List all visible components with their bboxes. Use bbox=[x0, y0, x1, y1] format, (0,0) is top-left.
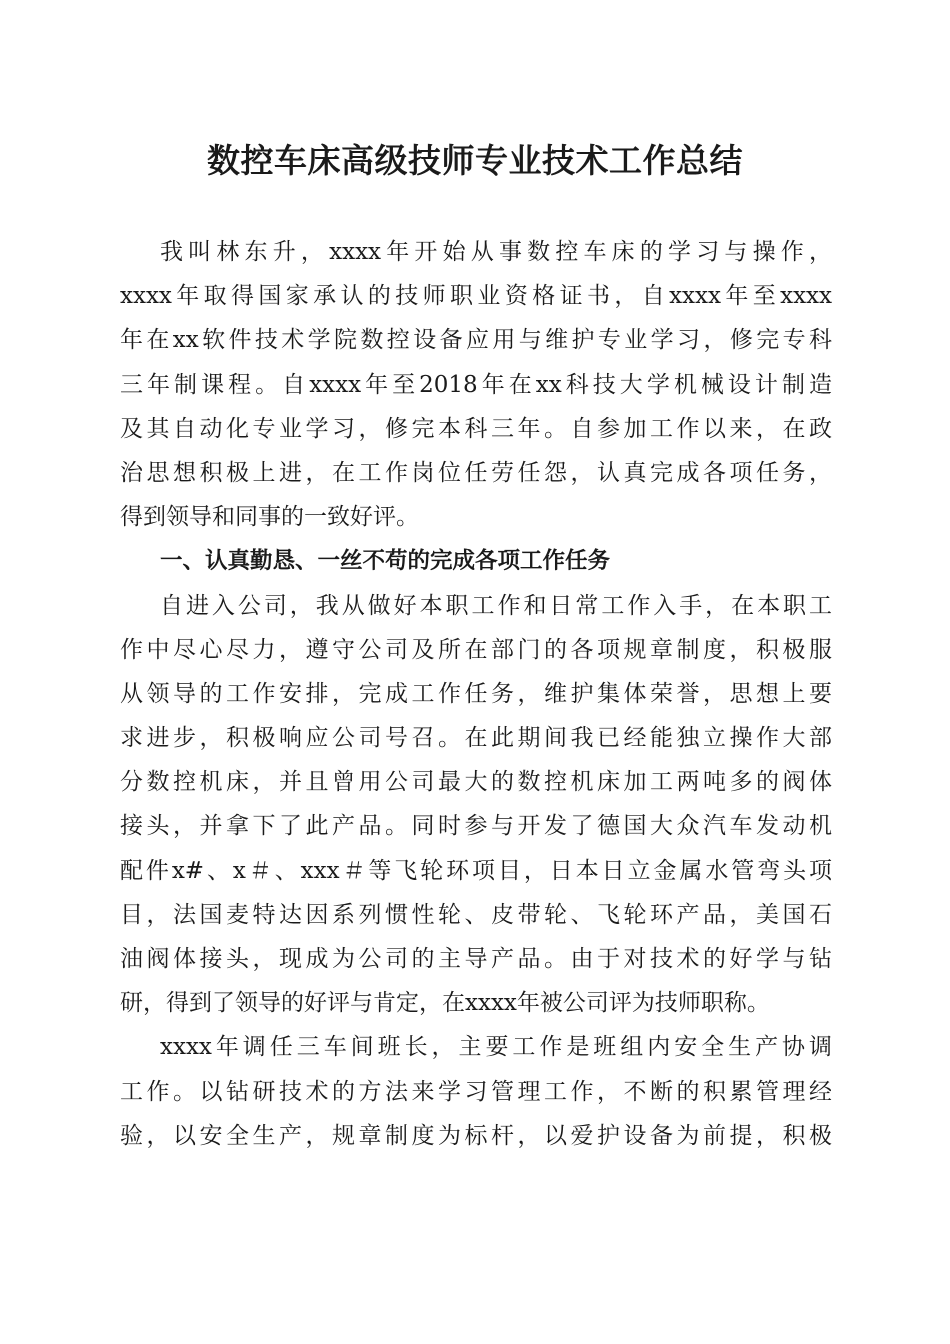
text-line: 三年制课程。自xxxx年至2018年在xx科技大学机械设计制造 bbox=[120, 371, 832, 398]
text-line: 我叫林东升，xxxx年开始从事数控车床的学习与操作， bbox=[160, 239, 832, 265]
text-line: 年在xx软件技术学院数控设备应用与维护专业学习，修完专科 bbox=[120, 327, 832, 354]
text-line: xxxx年取得国家承认的技师职业资格证书，自xxxx年至xxxx bbox=[120, 283, 832, 310]
paragraph-team-leader bbox=[120, 1025, 832, 1158]
text-line: 工作。以钻研技术的方法来学习管理工作，不断的积累管理经 bbox=[120, 1078, 832, 1105]
section-heading bbox=[120, 539, 832, 583]
text-line: 作中尽心尽力，遵守公司及所在部门的各项规章制度，积极服 bbox=[120, 636, 832, 663]
text-line: 接头，并拿下了此产品。同时参与开发了德国大众汽车发动机 bbox=[120, 813, 832, 840]
text-line: 验，以安全生产，规章制度为标杆，以爱护设备为前提，积极 bbox=[120, 1122, 832, 1149]
text-line: 分数控机床，并且曾用公司最大的数控机床加工两吨多的阀体 bbox=[120, 769, 832, 796]
text-line: 自进入公司，我从做好本职工作和日常工作入手，在本职工 bbox=[160, 592, 832, 619]
document-title: 数控车床高级技师专业技术工作总结 bbox=[207, 141, 743, 180]
text-line: 配件x#、x＃、xxx＃等飞轮环项目，日本日立金属水管弯头项 bbox=[120, 857, 832, 884]
text-line: 及其自动化专业学习，修完本科三年。自参加工作以来，在政 bbox=[120, 415, 832, 442]
text-line: 求进步，积极响应公司号召。在此期间我已经能独立操作大部 bbox=[120, 725, 832, 752]
document-body bbox=[120, 230, 832, 1158]
text-line: 油阀体接头，现成为公司的主导产品。由于对技术的好学与钻 bbox=[120, 946, 832, 972]
paragraph-work bbox=[120, 584, 832, 1026]
text-line: 研，得到了领导的好评与肯定，在xxxx年被公司评为技师职称。 bbox=[120, 990, 770, 1017]
section-heading-text: 一、认真勤恳、一丝不苟的完成各项工作任务 bbox=[160, 548, 611, 575]
paragraph-intro bbox=[120, 230, 832, 539]
text-line: xxxx年调任三车间班长，主要工作是班组内安全生产协调 bbox=[160, 1034, 832, 1061]
text-line: 得到领导和同事的一致好评。 bbox=[120, 504, 419, 531]
text-line: 治思想积极上进，在工作岗位任劳任怨，认真完成各项任务， bbox=[120, 459, 832, 486]
text-line: 目，法国麦特达因系列惯性轮、皮带轮、飞轮环产品，美国石 bbox=[120, 901, 832, 928]
text-line: 从领导的工作安排，完成工作任务，维护集体荣誉，思想上要 bbox=[120, 680, 832, 707]
